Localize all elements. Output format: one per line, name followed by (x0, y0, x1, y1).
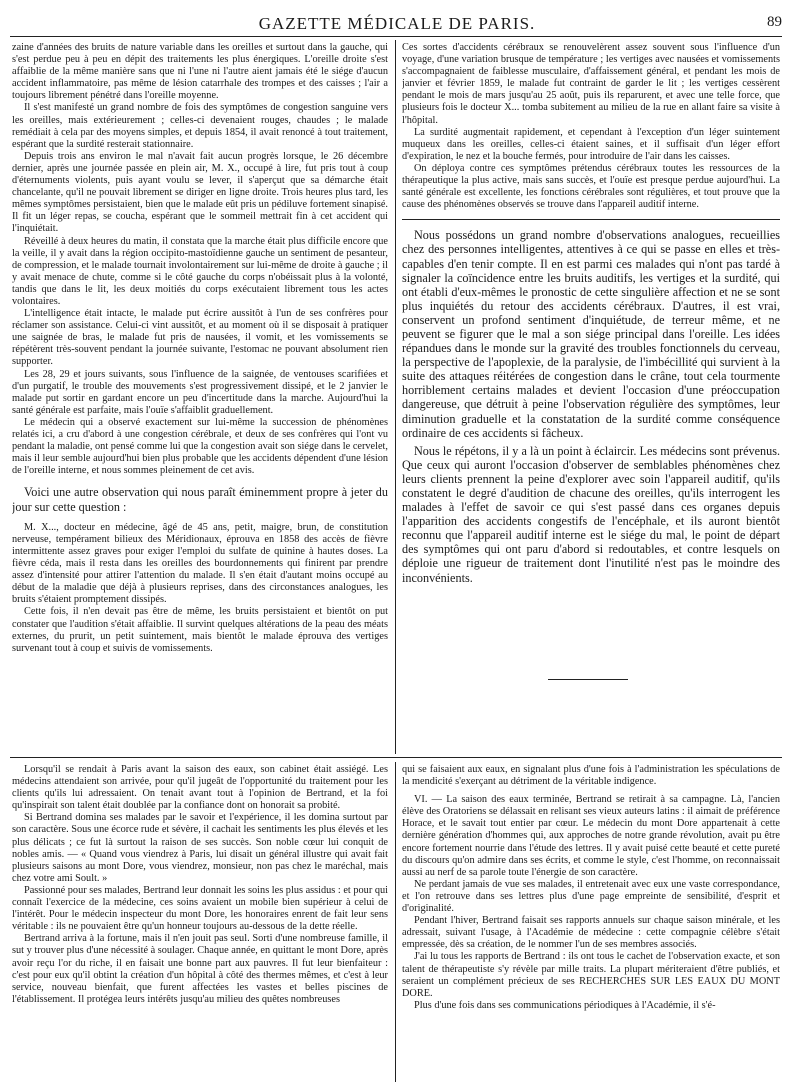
paragraph: Si Bertrand domina ses malades par le savoir et l'expérience, il les domina surtout par son caractère. Sous une écorce rude et sévère, il cachait les sentiments les plus élevés et les plus délicats ; ce fut là surtout la raison de ses succès. Son noble cœur lui conquit de nobles amis. — « Quand vous viendrez à Paris, lui disait un général illustre qui avait fait plusieurs saisons au mont Dore, vous viendrez, monsieur, non pas chez le maréchal, mais chez votre ami Soult. » (12, 812, 388, 884)
paragraph: qui se faisaient aux eaux, en signalant plus d'une fois à l'administration les spéculations de la mendicité s'exerçant au détriment de la véritable indigence. (402, 764, 780, 788)
paragraph: Bertrand arriva à la fortune, mais il n'en jouit pas seul. Sorti d'une nombreuse famille, il sut y trouver plus d'une nécessité à soulager. Chaque année, en quittant le mont Dore, après avoir reçu l'or du riche, il en faisait une bonne part aux pauvres. Il fut leur bienfaiteur : c'est pour eux qu'il obtint la création d'un hôpital à côté des thermes mêmes, et c'est à leur service, nouveau bienfait, que furent affectées les vastes et belles piscines de l'établissement. Il protégea leurs intérêts jusqu'au milieu des quêtes nombreuses (12, 933, 388, 1005)
page-number: 89 (767, 14, 782, 30)
paragraph: Nous possédons un grand nombre d'observations analogues, recueillies chez des personnes intelligentes, attentives à ce qui se passe en elles et très-capables d'en tenir compte. Il en est parmi ces malades qui n'ont pas tardé à signaler la coïncidence entre les bruits auditifs, les vertiges et la surdité, qui ont établi d'eux-mêmes le pronostic de cette singulière affection et ne se sont plus inquiétés du retour des accidents cérébraux. D'autres, il est vrai, conservent un profond sentiment d'inquiétude, de terreur même, et ne peuvent se figurer que le mal a son siége principal dans l'oreille. Les idées répandues dans le monde sur la gravité des troubles fonctionnels du cerveau, la perspective de l'apoplexie, de la paralysie, de l'imbécillité qui survient à la suite des attaques réitérées de congestion dans le crâne, tout cela tourmente horriblement certains malades et devient l'occasion d'une préoccupation dangereuse, que détruit à peine l'observation régulière des symptômes, leur diminution graduelle et la constatation de la surdité comme conséquence ordinaire de ces accidents si fâcheux. (402, 228, 780, 440)
upper-left-column (12, 42, 388, 754)
paragraph: Les 28, 29 et jours suivants, sous l'influence de la saignée, de ventouses scarifiées et d'un purgatif, le trouble des mouvements s'est progressivement dissipé, et le 2 janvier le malade put sortir en gardant encore un peu d'incertitude dans la marche. Aujourd'hui la santé générale est parfaite, mais l'ouïe s'affaiblit graduellement. (12, 368, 388, 416)
paragraph: M. X..., docteur en médecine, âgé de 45 ans, petit, maigre, brun, de constitution nerveuse, tempérament bilieux des Méridionaux, éprouva en 1858 des accès de fièvre intermittente assez graves pour exiger l'emploi du sulfate de quinine à hautes doses. La fièvre céda, mais il resta dans les oreilles des bourdonnements qui finirent par prendre assez d'intensité pour attirer l'attention du malade. Il s'en était d'autant moins occupé au début de la maladie que déjà à plusieurs reprises, dans des circonstances analogues, les bruits s'étaient promptement dissipés. (12, 521, 388, 606)
paragraph: Passionné pour ses malades, Bertrand leur donnait les soins les plus assidus : et pour qui connaît l'exercice de la médecine, ces soins avaient un mobile bien supérieur à celui de l'intérêt. Pour le médecin inspecteur du mont Dore, les honoraires enrent de fait leur sens véritable : ils ne pouvaient être qu'un honneur toujours au-dessous de la dette réelle. (12, 884, 388, 933)
section-rule (402, 219, 780, 220)
paragraph: La surdité augmentait rapidement, et cependant à l'exception d'un léger suintement muqueux dans les oreilles, celles-ci étaient saines, et il suffisait d'un léger effort d'expiration, le nez et la bouche fermés, pour introduire de l'air dans les caisses. (402, 126, 780, 162)
paragraph: On déploya contre ces symptômes prétendus cérébraux toutes les ressources de la thérapeutique la plus active, mais sans succès, et l'ouïe est presque perdue aujourd'hui. La santé générale est excellente, les fonctions cérébrales sont régulières, et tout prouve que la cause des phénomènes observés se trouve dans l'appareil auditif interne. (402, 162, 780, 211)
intro-paragraph: Voici une autre observation qui nous paraît éminemment propre à jeter du jour sur cette question : (12, 485, 388, 514)
paragraph: Plus d'une fois dans ses communications périodiques à l'Académie, il s'é- (414, 999, 716, 1011)
column-divider (395, 762, 396, 1082)
paragraph: L'intelligence était intacte, le malade put écrire aussitôt à l'un de ses confrères pour réclamer son assistance. Celui-ci vint aussitôt, et au moment où il se disposait à pratiquer une saignée de bras, le malade fut pris de nausées, il vomit, et les vomissements se répétèrent très-souvent pendant la journée suivante, l'estomac ne pouvant absolument rien supporter. (12, 308, 388, 368)
paragraph: VI. — La saison des eaux terminée, Bertrand se retirait à sa campagne. Là, l'ancien élève des Oratoriens se délassait en relisant ses vieux auteurs latins : il aimait de préférence Horace, et le savait tout entier par cœur. Le médecin du mont Dore appartenait à cette dernière génération d'hommes qui, aux approches de notre grande révolution, avait pu être encore fortement nourrie dans l'étude des lettres. Il y avait puisé cette beauté et cette pureté du discours qu'on admire dans ses écrits, et comme le style, c'est l'homme, on reconnaissait aussi au nerf de sa parole toute l'énergie de son caractère. (402, 794, 780, 878)
paragraph: Réveillé à deux heures du matin, il constata que la marche était plus difficile encore que la veille, il y avait dans la région occipito-mastoïdienne gauche un sentiment de pesanteur, de compression, et le malade tournait involontairement sur lui-même de droite à gauche ; il y avait menace de chute, comme si le côté gauche du corps n'obéissait plus à la volonté, tandis que dans le lit, les deux moitiés du corps exécutaient librement tous les actes volontaires. (12, 235, 388, 307)
feuilleton-rule (10, 757, 782, 758)
lower-right-column (402, 764, 780, 1082)
header-rule (10, 36, 782, 37)
paragraph: zaine d'années des bruits de nature variable dans les oreilles et surtout dans la gauche, qui s'est perdue peu à peu en dépit des traitements les plus énergiques. L'oreille droite s'est affaiblie de la même manière sans que ni l'une ni l'autre aient jamais été le siége d'aucun accident inflammatoire, pas même de lésion catarrhale des trompes et des caisses ; l'air a toujours librement pénétré dans l'oreille moyenne. (12, 42, 388, 102)
paragraph: Ne perdant jamais de vue ses malades, il entretenait avec eux une vaste correspondance, et l'on retrouve dans ses lettres plus d'une page empreinte de sensibilité, d'esprit et d'originalité. (402, 878, 780, 915)
paragraph: Il s'est manifesté un grand nombre de fois des symptômes de congestion sanguine vers les oreilles, mais extérieurement ; celles-ci devenaient rouges, chaudes ; le malade remédiait à cela par des moyens simples, et depuis 1854, il avait renoncé à tout traitement, espérant que la surdité resterait stationnaire. (12, 102, 388, 150)
paragraph: Le médecin qui a observé exactement sur lui-même la succession de phénomènes relatés ici, a cru d'abord à une congestion cérébrale, et deux de ses confrères qui l'ont vu pendant la maladie, ont pensé comme lui que la congestion avait son siége dans le cervelet, mais il leur semble aujourd'hui bien plus probable que les accidents dépendent d'une lésion de l'oreille interne, et nous sommes pleinement de cet avis. (12, 416, 388, 477)
paragraph: Pendant l'hiver, Bertrand faisait ses rapports annuels sur chaque saison minérale, et les adressait, suivant l'usage, à l'Académie de médecine : cette compagnie célèbre s'était empressée, dès sa création, de le nommer l'un de ses membres associés. (402, 915, 780, 951)
page-header (12, 10, 782, 34)
paragraph: J'ai lu tous les rapports de Bertrand : ils ont tous le cachet de l'observation exacte, et son talent de thérapeutiste s'y révèle par mille traits. La plupart mériteraient d'être publiés, et seraient un complément précieux de ses RECHERCHES SUR LES EAUX DU MONT DORE. (402, 951, 780, 999)
paragraph: Lorsqu'il se rendait à Paris avant la saison des eaux, son cabinet était assiégé. Les médecins attendaient son arrivée, pour qu'il jugeât de l'opportunité du traitement pour les clients qu'ils lui adressaient. On tenait avant tout à l'opinion de Bertrand, et la foi qu'inspirait son talent était doublée par la confiance dont on honorait sa probité. (12, 764, 388, 812)
end-rule (548, 679, 628, 680)
lower-left-column (12, 764, 388, 1082)
journal-title: GAZETTE MÉDICALE DE PARIS. (258, 14, 536, 33)
paragraph: Depuis trois ans environ le mal n'avait fait aucun progrès lorsque, le 26 décembre dernier, après une journée passée en plein air, M. X., occupé à lire, fut pris tout à coup d'éternuments violents, puis ayant voulu se lever, il s'aperçut que sa démarche était chancelante, qu'il ne pouvait librement se diriger en ligne droite. Trois heures plus tard, les mêmes symptômes persistaient, bien que le malade eût pris un pédiluve fortement sinapisé. Il fit un léger repas, se coucha, espérant que le sommeil mettrait fin à cet accident qui l'inquiétait. (12, 150, 388, 235)
paragraph: Nous le répétons, il y a là un point à éclaircir. Les médecins sont prévenus. Que ceux qui auront l'occasion d'observer de semblables phénomènes chez leurs clients prennent la peine d'explorer avec soin l'appareil auditif, qu'ils constatent le degré d'audition de chacune des oreilles, qu'ils interrogent les malades à l'effet de savoir ce qui s'est passé dans ces organes depuis l'apparition des accidents congestifs de l'encéphale, et ils auront bientôt reconnu que l'appareil auditif interne est le siége du mal, le point de départ des symptômes qui ont paru d'abord si redoutables, et contre lesquels on déploie une rigueur de traitement dont l'inutilité n'est pas le moindre des inconvénients. (402, 443, 780, 585)
upper-right-column (402, 42, 780, 754)
paragraph: Cette fois, il n'en devait pas être de même, les bruits persistaient et bientôt on put constater que l'audition s'était affaiblie. Il survint quelques altérations de la peau des méats externes, du prurit, un petit suintement, mais bientôt le malade éprouva des vertiges survenant tout à coup et suivis de vomissements. (12, 606, 388, 654)
paragraph: Ces sortes d'accidents cérébraux se renouvelèrent assez souvent sous l'influence d'un voyage, d'une variation brusque de température ; les vertiges avec nausées et vomissements s'accompagnaient de faiblesse musculaire, d'affaissement général, et pendant les mois de janvier et février 1859, le malade fut contraint de garder le lit ; les vertiges cessèrent pendant le mois de mars jusqu'au 25 août, puis ils reparurent, et avec une telle force, que plusieurs fois le docteur X... tomba subitement au milieu de la rue en allant faire sa visite à l'hôpital. (402, 42, 780, 126)
column-divider (395, 40, 396, 754)
